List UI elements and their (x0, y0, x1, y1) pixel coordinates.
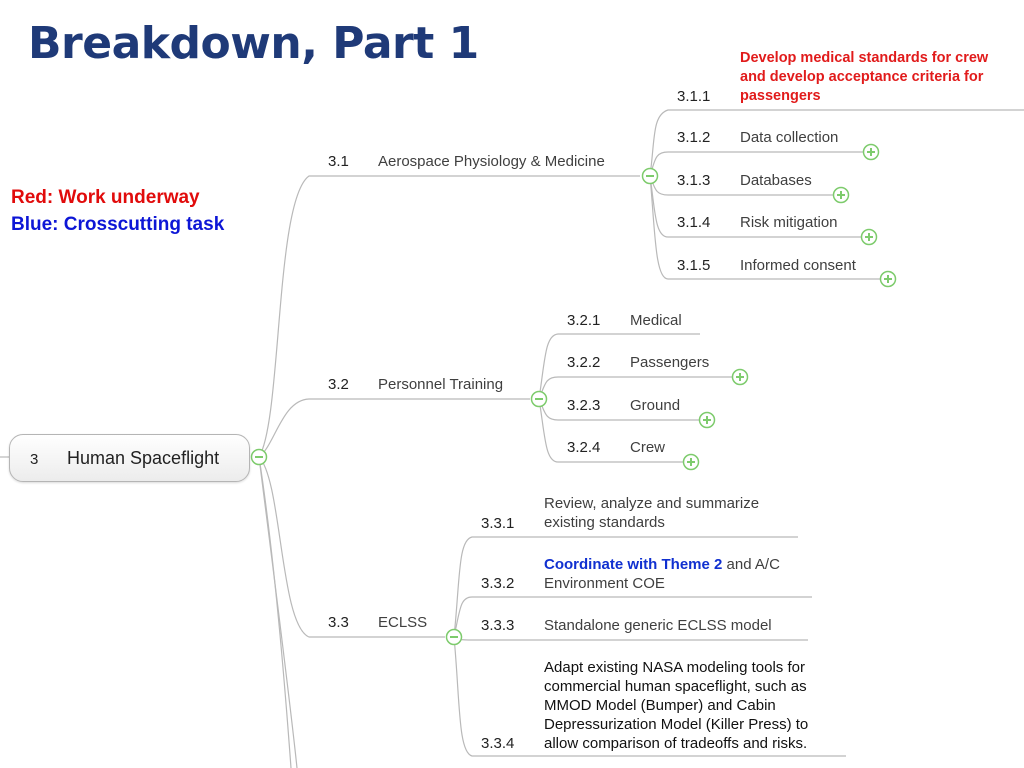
expand-toggle-3.1.5[interactable] (881, 272, 896, 287)
node-3.3.2-label[interactable]: Coordinate with Theme 2 and A/C Environment COE (544, 556, 780, 592)
node-3.2.3-label[interactable]: Ground (630, 397, 681, 414)
node-3.1.3-label[interactable]: Databases (740, 172, 812, 189)
node-3.2.2-number: 3.2.2 (567, 354, 601, 371)
node-3.1.3-number: 3.1.3 (677, 172, 711, 189)
node-3.3.1-number: 3.3.1 (481, 515, 515, 532)
connector-3.2-to-3.2.3 (539, 399, 707, 420)
collapse-toggle-3[interactable] (252, 450, 267, 465)
branch-3.2-number: 3.2 (328, 376, 349, 393)
collapse-toggle-3.2[interactable] (532, 392, 547, 407)
root-node-number: 3 (30, 451, 39, 468)
node-3.2.1-label[interactable]: Medical (630, 312, 682, 329)
connector-3-down-1 (259, 457, 291, 768)
legend-blue: Blue: Crosscutting task (11, 214, 225, 235)
expand-toggle-3.1.3[interactable] (834, 188, 849, 203)
branch-3.3-number: 3.3 (328, 614, 349, 631)
connector-3-to-3.2 (259, 399, 530, 457)
node-3.2.3-number: 3.2.3 (567, 397, 601, 414)
connector-3.3-to-3.3.3 (454, 637, 808, 640)
node-3.1.2-label[interactable]: Data collection (740, 129, 839, 146)
legend-red: Red: Work underway (11, 187, 200, 208)
connector-3-to-3.3 (259, 457, 445, 637)
collapse-toggle-3.3[interactable] (447, 630, 462, 645)
node-3.3.4-label[interactable]: Adapt existing NASA modeling tools for commercial human spaceflight, such as MMOD Model (Bumper) and Cabin Depressurization Model (Killer Press) to allow comparison of tradeoffs and risks. (544, 659, 809, 752)
expand-toggle-3.2.3[interactable] (700, 413, 715, 428)
expand-toggle-3.1.4[interactable] (862, 230, 877, 245)
branch-3.3-label[interactable]: ECLSS (378, 614, 428, 631)
node-3.3.3-number: 3.3.3 (481, 617, 515, 634)
node-3.3.1-label[interactable]: Review, analyze and summarize existing standards (544, 495, 760, 531)
node-3.1.5-label[interactable]: Informed consent (740, 257, 856, 274)
collapse-toggle-3.1[interactable] (643, 169, 658, 184)
connector-3.2-to-3.2.2 (539, 377, 740, 399)
node-3.3.4-number: 3.3.4 (481, 735, 515, 752)
page-title: Breakdown, Part 1 (28, 18, 479, 69)
node-3.3.2-number: 3.3.2 (481, 575, 515, 592)
branch-3.1-label[interactable]: Aerospace Physiology & Medicine (378, 153, 605, 170)
node-3.2.1-number: 3.2.1 (567, 312, 601, 329)
node-3.3.3-label[interactable]: Standalone generic ECLSS model (544, 617, 772, 634)
node-3.2.4-label[interactable]: Crew (630, 439, 666, 456)
connector-3-down-2 (259, 457, 297, 768)
root-node-label: Human Spaceflight (67, 448, 220, 468)
branch-3.1-number: 3.1 (328, 153, 349, 170)
node-3.1.1-number: 3.1.1 (677, 88, 711, 105)
expand-toggle-3.1.2[interactable] (864, 145, 879, 160)
node-3.1.5-number: 3.1.5 (677, 257, 711, 274)
branch-3.2-label[interactable]: Personnel Training (378, 376, 504, 393)
node-3.2.4-number: 3.2.4 (567, 439, 601, 456)
node-3.1.4-number: 3.1.4 (677, 214, 711, 231)
node-3.2.2-label[interactable]: Passengers (630, 354, 710, 371)
expand-toggle-3.2.2[interactable] (733, 370, 748, 385)
expand-toggle-3.2.4[interactable] (684, 455, 699, 470)
node-3.1.2-number: 3.1.2 (677, 129, 711, 146)
node-3.1.1-label[interactable]: Develop medical standards for crew and develop acceptance criteria for passengers (740, 50, 989, 104)
node-3.1.4-label[interactable]: Risk mitigation (740, 214, 838, 231)
crosscutting-task-text: Coordinate with Theme 2 (544, 556, 723, 573)
